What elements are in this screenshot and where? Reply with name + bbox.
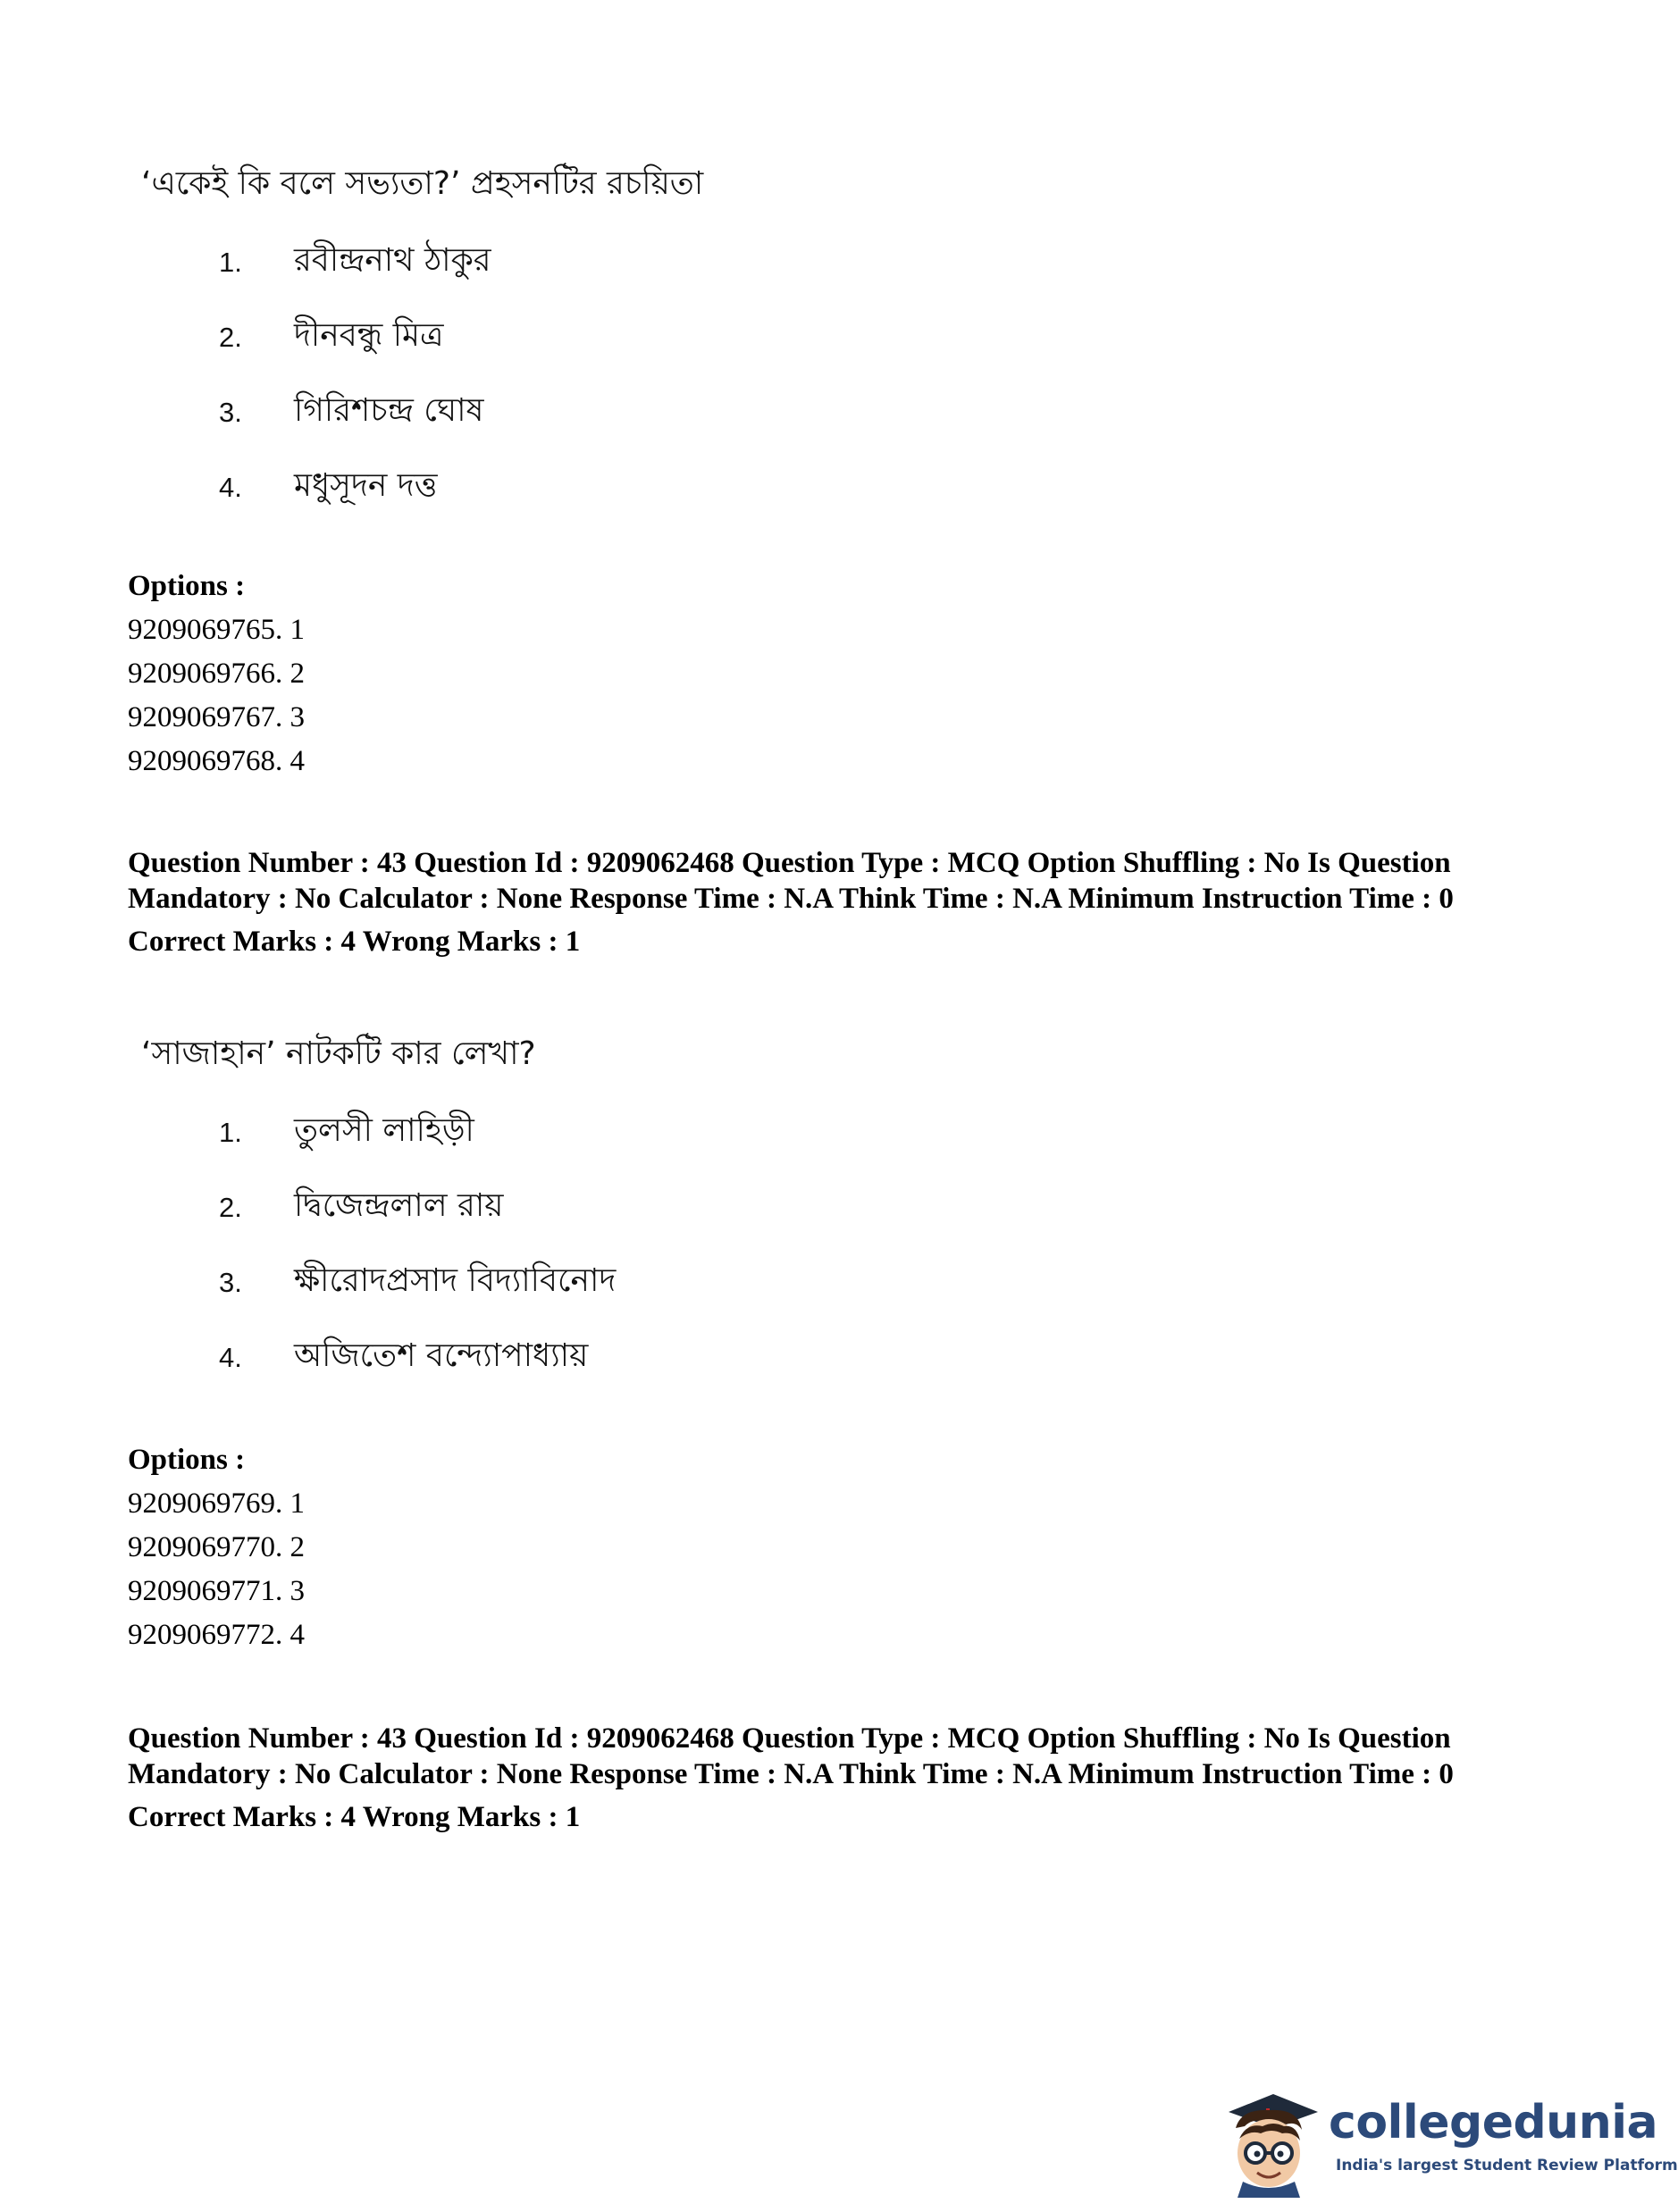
choice-number: 1. [219,1117,242,1148]
options-list-2 [128,1438,305,1657]
choice-number: 4. [219,472,242,503]
logo-wordmark: collegedunia [1329,2096,1658,2149]
question-info: Question Number : 43 Question Id : 9209062468 Question Type : MCQ Option Shuffling : No Is Question Mandatory : No Calculator : None Response Time : N.A Think Time : N.A Minimum Instruction Time : 0 [128,1722,1454,1790]
choice-number: 3. [219,1267,242,1298]
options-list-1 [128,565,305,783]
choice-text: ক্ষীরোদপ্রসাদ বিদ্যাবিনোদ [294,1262,617,1299]
choice-number: 1. [219,247,242,278]
question-2-choices [219,1095,616,1395]
question-meta-1 [128,845,1522,959]
question-2-text: ‘সাজাহান’ নাটকটি কার লেখা? [141,1035,536,1072]
question-choice [219,1245,616,1320]
choice-text: দ্বিজেন্দ্রলাল রায় [294,1187,504,1224]
question-choice [219,300,491,375]
options-heading: Options : [128,570,246,602]
question-choice [219,1095,616,1170]
question-choice [219,225,491,300]
question-marks: Correct Marks : 4 Wrong Marks : 1 [128,926,581,958]
choice-text: মধুসূদন দত্ত [294,467,438,504]
choice-number: 2. [219,322,242,353]
choice-text: গিরিশচন্দ্র ঘোষ [294,392,484,429]
option-item: 9209069767. 3 [128,701,305,733]
question-choice [219,1170,616,1245]
question-1-text: ‘একেই কি বলে সভ্যতা?’ প্রহসনটির রচয়িতা [141,165,704,202]
question-choice [219,375,491,450]
question-choice [219,1320,616,1395]
choice-number: 2. [219,1192,242,1223]
option-item: 9209069766. 2 [128,658,305,690]
question-1-choices [219,225,491,525]
choice-number: 3. [219,397,242,428]
choice-number: 4. [219,1342,242,1373]
option-item: 9209069769. 1 [128,1487,305,1520]
question-info: Question Number : 43 Question Id : 9209062468 Question Type : MCQ Option Shuffling : No Is Question Mandatory : No Calculator : None Response Time : N.A Think Time : N.A Minimum Instruction Time : 0 [128,847,1454,915]
choice-text: অজিতেশ বন্দ্যোপাধ্যায় [294,1337,589,1374]
question-marks: Correct Marks : 4 Wrong Marks : 1 [128,1801,581,1833]
option-item: 9209069770. 2 [128,1531,305,1563]
option-item: 9209069772. 4 [128,1619,305,1651]
student-mascot-icon [1211,2082,1327,2198]
collegedunia-logo [1211,2082,1678,2198]
options-heading: Options : [128,1444,246,1476]
choice-text: দীনবন্ধু মিত্র [294,317,444,354]
question-choice [219,450,491,525]
choice-text: রবীন্দ্রনাথ ঠাকুর [294,242,491,279]
logo-tagline: India's largest Student Review Platform [1336,2157,1678,2174]
option-item: 9209069765. 1 [128,614,305,646]
question-meta-2 [128,1721,1522,1835]
option-item: 9209069768. 4 [128,745,305,777]
choice-text: তুলসী লাহিড়ী [294,1112,474,1149]
option-item: 9209069771. 3 [128,1575,305,1607]
